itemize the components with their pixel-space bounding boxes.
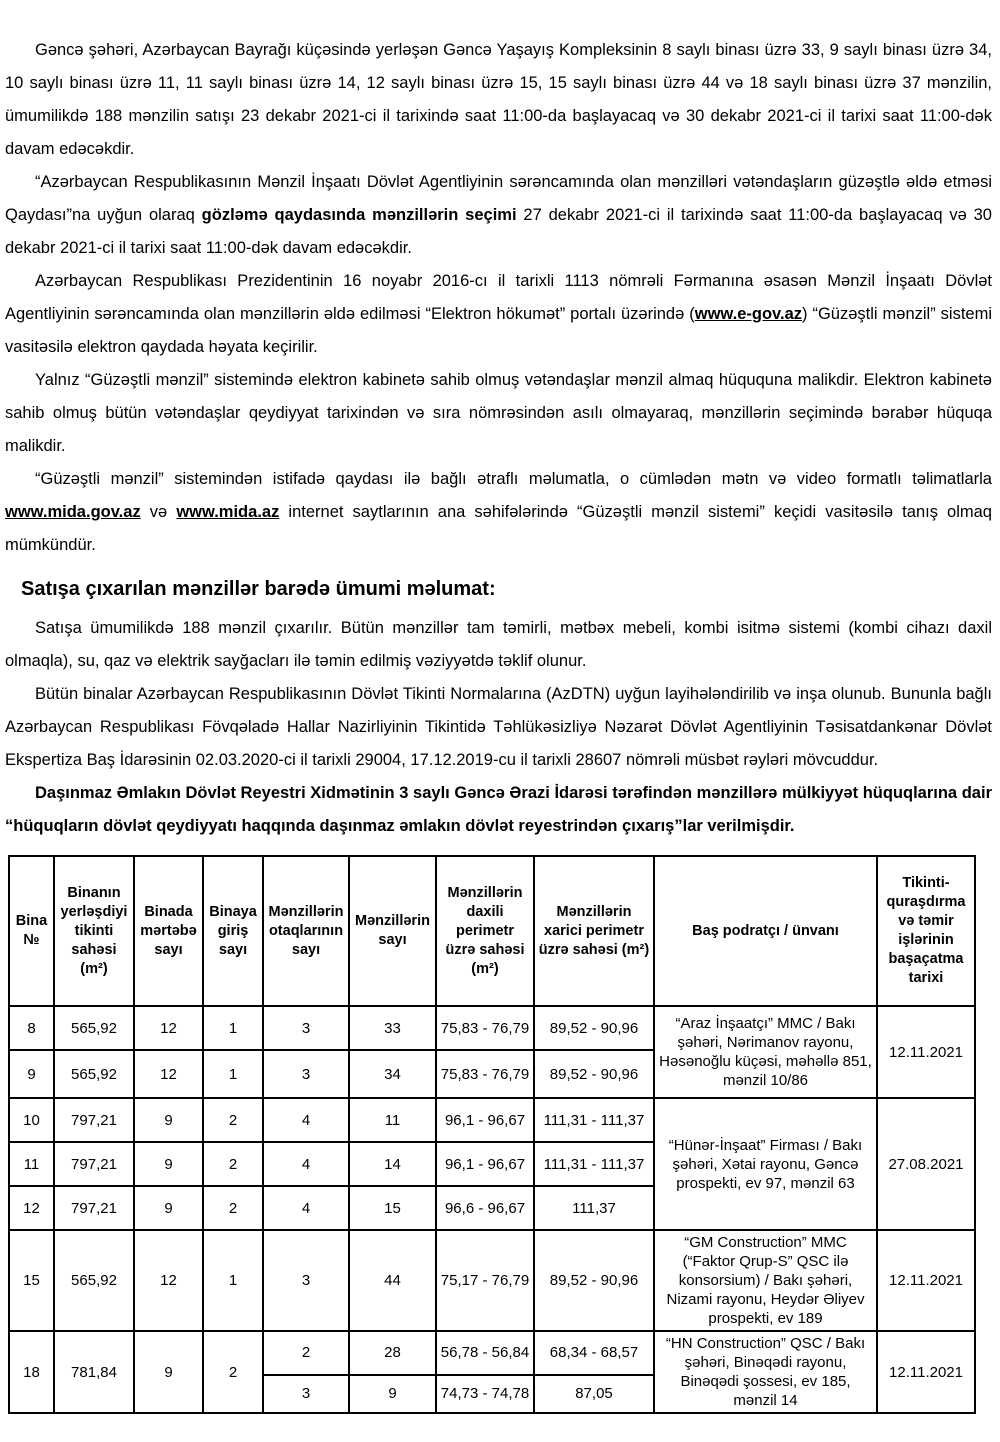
- table-cell: 96,6 - 96,67: [436, 1186, 534, 1230]
- table-cell: 2: [263, 1331, 349, 1375]
- column-header-6: Mənzillərin sayı: [349, 856, 436, 1006]
- table-cell: 56,78 - 56,84: [436, 1331, 534, 1375]
- table-cell: 2: [203, 1142, 263, 1186]
- table-cell: 44: [349, 1230, 436, 1331]
- table-cell: 68,34 - 68,57: [534, 1331, 654, 1375]
- table-cell: 1: [203, 1006, 263, 1050]
- table-cell: 3: [263, 1230, 349, 1331]
- paragraph-waiting-list-selection: [5, 166, 992, 265]
- table-cell: 75,83 - 76,79: [436, 1006, 534, 1050]
- link-e-gov-az[interactable]: www.e-gov.az: [694, 305, 803, 323]
- table-cell: 2: [203, 1186, 263, 1230]
- apartments-table-header: [9, 856, 975, 1006]
- table-cell: 12: [134, 1006, 203, 1050]
- table-row: [9, 1230, 975, 1331]
- table-cell: 8: [9, 1006, 54, 1050]
- column-header-1: Bina №: [9, 856, 54, 1006]
- table-cell: 565,92: [54, 1006, 134, 1050]
- table-cell: 27.08.2021: [877, 1098, 975, 1230]
- column-header-4: Binaya giriş sayı: [203, 856, 263, 1006]
- table-cell: 9: [134, 1142, 203, 1186]
- text-run: “Güzəştli mənzil” sistemindən istifadə qaydası ilə bağlı ətraflı məlumatla, o cümlədən mətn və video formatlı təlimatlarla: [35, 470, 992, 488]
- table-cell: 3: [263, 1050, 349, 1098]
- table-cell: 15: [349, 1186, 436, 1230]
- table-cell: 2: [203, 1331, 263, 1413]
- text-run: “Azərbaycan Respublikasının Mənzil İnşaatı Dövlət Agentliyinin sərəncamında olan mənzilləri vətəndaşların güzəştlə əldə etməsi Qaydası”na uyğun olaraq: [5, 173, 992, 224]
- table-cell: 9: [349, 1375, 436, 1413]
- paragraph-building-standards: [5, 678, 992, 777]
- table-cell: 18: [9, 1331, 54, 1413]
- table-cell: 12.11.2021: [877, 1230, 975, 1331]
- text-run: ) “Güzəştli mənzil” sistemi vasitəsilə elektron qaydada həyata keçirilir.: [5, 305, 992, 356]
- header-row: [9, 856, 975, 1006]
- text-run: internet saytlarının ana səhifələrində “Güzəştli mənzil sistemi” keçidi vasitəsilə tanış olmaq mümkündür.: [5, 503, 992, 554]
- table-cell: 11: [9, 1142, 54, 1186]
- paragraph-sale-schedule: [5, 34, 992, 166]
- table-cell: 89,52 - 90,96: [534, 1050, 654, 1098]
- column-header-7: Mənzillərin daxili perimetr üzrə sahəsi (m²): [436, 856, 534, 1006]
- table-cell: 1: [203, 1050, 263, 1098]
- table-cell: 12.11.2021: [877, 1331, 975, 1413]
- table-cell: 96,1 - 96,67: [436, 1142, 534, 1186]
- table-cell: 3: [263, 1375, 349, 1413]
- table-cell: 4: [263, 1186, 349, 1230]
- table-cell: 89,52 - 90,96: [534, 1006, 654, 1050]
- table-cell: 4: [263, 1098, 349, 1142]
- text-run: və: [140, 503, 177, 521]
- section-heading-general-info: Satışa çıxarılan mənzillər barədə ümumi məlumat:: [21, 578, 496, 600]
- text-run: Daşınmaz Əmlakın Dövlət Reyestri Xidmətinin 3 saylı Gəncə Ərazi İdarəsi tərəfindən mənzillərə mülkiyyət hüquqlarına dair “hüquqların dövlət qeydiyyatı haqqında daşınmaz əmlakın dövlət reyestrindən çıxarış”lar verilmişdir.: [5, 784, 992, 835]
- table-row: [9, 1006, 975, 1050]
- table-cell: 111,31 - 111,37: [534, 1098, 654, 1142]
- table-cell: 89,52 - 90,96: [534, 1230, 654, 1331]
- table-cell: 12: [134, 1050, 203, 1098]
- table-row: [9, 1331, 975, 1375]
- apartments-table-body: [9, 1006, 975, 1413]
- table-cell: 12: [134, 1230, 203, 1331]
- table-cell: 9: [9, 1050, 54, 1098]
- table-cell: 75,83 - 76,79: [436, 1050, 534, 1098]
- table-cell: 96,1 - 96,67: [436, 1098, 534, 1142]
- link-mida-az[interactable]: www.mida.az: [176, 503, 280, 521]
- table-cell: “GM Construction” MMC (“Faktor Qrup-S” QSC ilə konsorsium) / Bakı şəhəri, Nizami rayonu, Heydər Əliyev prospekti, ev 189: [654, 1230, 877, 1331]
- column-header-2: Binanın yerləşdiyi tikinti sahəsi (m²): [54, 856, 134, 1006]
- text-run: Azərbaycan Respublikası Prezidentinin 16 noyabr 2016-cı il tarixli 1113 nömrəli Fərmanına əsasən Mənzil İnşaatı Dövlət Agentliyinin sərəncamında olan mənzillərin əldə edilməsi “Elektron hökumət” portalı üzərində (: [5, 272, 992, 323]
- table-cell: 781,84: [54, 1331, 134, 1413]
- paragraph-mida-websites: [5, 463, 992, 562]
- paragraph-property-registry: [5, 777, 992, 843]
- table-cell: 797,21: [54, 1186, 134, 1230]
- text-run: 27 dekabr 2021-ci il tarixində saat 11:00-da başlayacaq və 30 dekabr 2021-ci il tarixi saat 11:00-dək davam edəcəkdir.: [5, 206, 992, 257]
- paragraph-egov-portal: [5, 265, 992, 364]
- table-cell: 12.11.2021: [877, 1006, 975, 1098]
- table-cell: 9: [134, 1331, 203, 1413]
- table-cell: 2: [203, 1098, 263, 1142]
- table-cell: 565,92: [54, 1050, 134, 1098]
- text-run: Satışa ümumilikdə 188 mənzil çıxarılır. Bütün mənzillər tam təmirli, mətbəx mebeli, kombi isitmə sistemi (kombi cihazı daxil olmaqla), su, qaz və elektrik sayğacları ilə təmin edilmiş vəziyyətdə təklif olunur.: [5, 619, 992, 670]
- table-cell: 11: [349, 1098, 436, 1142]
- table-cell: 111,31 - 111,37: [534, 1142, 654, 1186]
- table-cell: 565,92: [54, 1230, 134, 1331]
- column-header-10: Tikinti-quraşdırma və təmir işlərinin başaçatma tarixi: [877, 856, 975, 1006]
- table-cell: 75,17 - 76,79: [436, 1230, 534, 1331]
- column-header-8: Mənzillərin xarici perimetr üzrə sahəsi (m²): [534, 856, 654, 1006]
- table-cell: “Araz İnşaatçı” MMC / Bakı şəhəri, Nərimanov rayonu, Həsənoğlu küçəsi, məhəllə 851, mənzil 10/86: [654, 1006, 877, 1098]
- table-cell: 3: [263, 1006, 349, 1050]
- table-cell: 87,05: [534, 1375, 654, 1413]
- table-cell: 9: [134, 1098, 203, 1142]
- table-cell: 12: [9, 1186, 54, 1230]
- table-cell: “Hünər-İnşaat” Firması / Bakı şəhəri, Xətai rayonu, Gəncə prospekti, ev 97, mənzil 63: [654, 1098, 877, 1230]
- link-mida-gov-az[interactable]: www.mida.gov.az: [5, 503, 141, 521]
- table-cell: 14: [349, 1142, 436, 1186]
- paragraph-electronic-cabinet: [5, 364, 992, 463]
- column-header-5: Mənzillərin otaqlarının sayı: [263, 856, 349, 1006]
- table-cell: 33: [349, 1006, 436, 1050]
- table-cell: 797,21: [54, 1142, 134, 1186]
- table-row: [9, 1098, 975, 1142]
- text-run: Bütün binalar Azərbaycan Respublikasının Dövlət Tikinti Normalarına (AzDTN) uyğun layihələndirilib və inşa olunub. Bununla bağlı Azərbaycan Respublikası Fövqəladə Hallar Nazirliyinin Tikintidə Təhlükəsizliyə Nəzarət Dövlət Agentliyinin Təsisatdankənar Dövlət Ekspertiza Baş İdarəsinin 02.03.2020-ci il tarixli 29004, 17.12.2019-cu il tarixli 28607 nömrəli müsbət rəyləri mövcuddur.: [5, 685, 992, 769]
- table-cell: “HN Construction” QSC / Bakı şəhəri, Binəqədi rayonu, Binəqədi şossesi, ev 185, mənzil 14: [654, 1331, 877, 1413]
- column-header-9: Baş podratçı / ünvanı: [654, 856, 877, 1006]
- apartments-table: [8, 855, 976, 1414]
- column-header-3: Binada mərtəbə sayı: [134, 856, 203, 1006]
- text-run: gözləmə qaydasında mənzillərin seçimi: [201, 206, 517, 224]
- table-cell: 15: [9, 1230, 54, 1331]
- table-cell: 74,73 - 74,78: [436, 1375, 534, 1413]
- table-cell: 10: [9, 1098, 54, 1142]
- table-cell: 4: [263, 1142, 349, 1186]
- text-run: Yalnız “Güzəştli mənzil” sistemində elektron kabinetə sahib olmuş vətəndaşlar mənzil almaq hüququna malikdir. Elektron kabinetə sahib olmuş bütün vətəndaşlar qeydiyyat tarixindən və sıra nömrəsindən asılı olmayaraq, mənzillərin seçimində bərabər hüquqa malikdir.: [5, 371, 992, 455]
- paragraph-apartments-overview: [5, 612, 992, 678]
- table-cell: 9: [134, 1186, 203, 1230]
- table-cell: 1: [203, 1230, 263, 1331]
- table-cell: 34: [349, 1050, 436, 1098]
- table-cell: 28: [349, 1331, 436, 1375]
- table-cell: 111,37: [534, 1186, 654, 1230]
- text-run: Gəncə şəhəri, Azərbaycan Bayrağı küçəsində yerləşən Gəncə Yaşayış Kompleksinin 8 saylı binası üzrə 33, 9 saylı binası üzrə 34, 10 saylı binası üzrə 11, 11 saylı binası üzrə 14, 12 saylı binası üzrə 15, 15 saylı binası üzrə 44 və 18 saylı binası üzrə 37 mənzilin, ümumilikdə 188 mənzilin satışı 23 dekabr 2021-ci il tarixində saat 11:00-da başlayacaq və 30 dekabr 2021-ci il tarixi saat 11:00-dək davam edəcəkdir.: [5, 41, 992, 158]
- table-cell: 797,21: [54, 1098, 134, 1142]
